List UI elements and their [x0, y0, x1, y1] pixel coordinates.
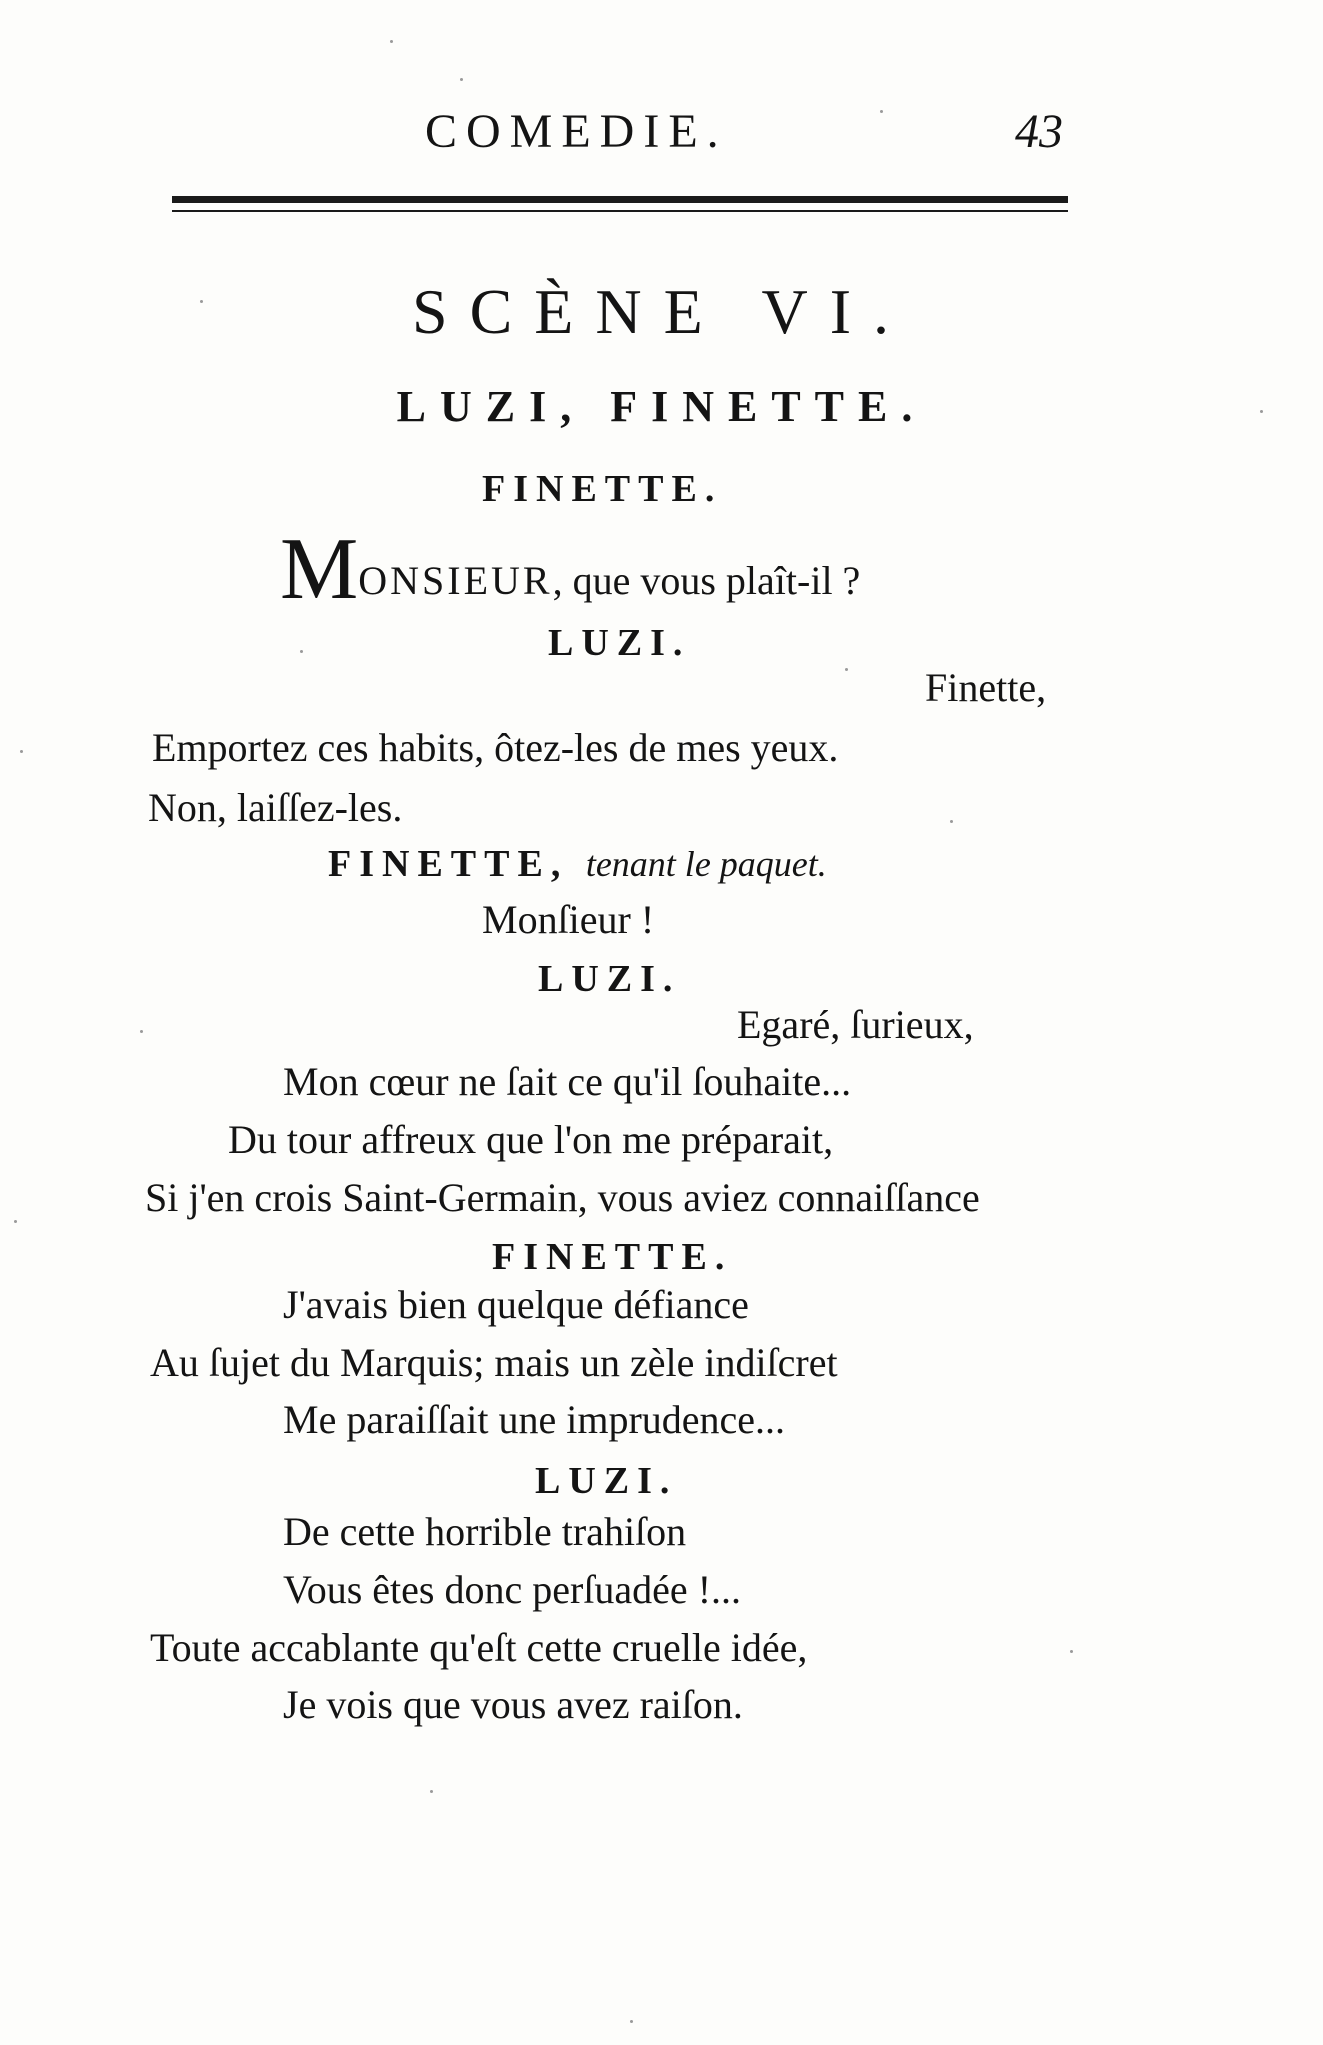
verse-line: Vous êtes donc perſuadée !... — [283, 1567, 742, 1612]
verse-line: J'avais bien quelque défiance — [283, 1282, 749, 1327]
paper-speck — [200, 300, 203, 303]
paper-speck — [20, 750, 23, 753]
paper-speck — [630, 2020, 633, 2023]
verse-line: Me paraiſſait une imprudence... — [283, 1397, 786, 1442]
paper-speck — [14, 1220, 17, 1223]
verse-line: Si j'en crois Saint-Germain, vous aviez connaiſſance — [145, 1175, 980, 1220]
paper-speck — [845, 668, 848, 671]
paper-speck — [140, 1030, 143, 1033]
verse-line: Non, laiſſez-les. — [148, 785, 403, 830]
paper-speck — [1070, 1650, 1073, 1653]
speaker-heading: FINETTE. — [482, 468, 723, 510]
verse-line: Monſieur ! — [482, 897, 655, 942]
verse-line: Egaré, ſurieux, — [737, 1002, 974, 1047]
paper-speck — [1260, 410, 1263, 413]
stage-direction: tenant le paquet. — [585, 844, 827, 884]
paper-speck — [950, 820, 953, 823]
verse-line: Je vois que vous avez raiſon. — [283, 1682, 743, 1727]
header-rule-thin — [172, 210, 1068, 212]
opening-line-text: , que vous plaît-il ? — [552, 558, 861, 603]
page-number: 43 — [1015, 105, 1063, 158]
verse-line: Mon cœur ne ſait ce qu'il ſouhaite... — [283, 1059, 852, 1104]
speaker-heading-with-direction — [328, 845, 827, 883]
verse-line: Du tour affreux que l'on me préparait, — [228, 1117, 834, 1162]
verse-line-opening — [280, 521, 861, 618]
paper-speck — [460, 78, 463, 81]
verse-line: Finette, — [925, 665, 1047, 710]
running-title: COMEDIE. — [425, 105, 728, 158]
header-rule-thick — [172, 196, 1068, 203]
speaker-heading: LUZI. — [538, 958, 681, 1000]
speaker-heading: LUZI. — [535, 1460, 678, 1502]
drop-cap: M — [280, 521, 359, 618]
scene-title: SCÈNE VI. — [411, 276, 912, 347]
verse-line: Au ſujet du Marquis; mais un zèle indiſcret — [150, 1340, 838, 1385]
verse-line: De cette horrible trahiſon — [283, 1509, 687, 1554]
speaker-heading: LUZI. — [548, 622, 691, 664]
verse-line: Toute accablante qu'eſt cette cruelle idée, — [150, 1625, 808, 1670]
scene-characters: LUZI, FINETTE. — [396, 382, 927, 431]
speaker-name: FINETTE, — [328, 843, 569, 885]
paper-speck — [430, 1790, 433, 1793]
verse-line: Emportez ces habits, ôtez-les de mes yeux. — [152, 725, 839, 770]
paper-speck — [300, 650, 303, 653]
speaker-heading: FINETTE. — [492, 1236, 733, 1278]
opening-word-rest: ONSIEUR — [358, 558, 553, 603]
paper-speck — [880, 110, 883, 113]
paper-speck — [390, 40, 393, 43]
